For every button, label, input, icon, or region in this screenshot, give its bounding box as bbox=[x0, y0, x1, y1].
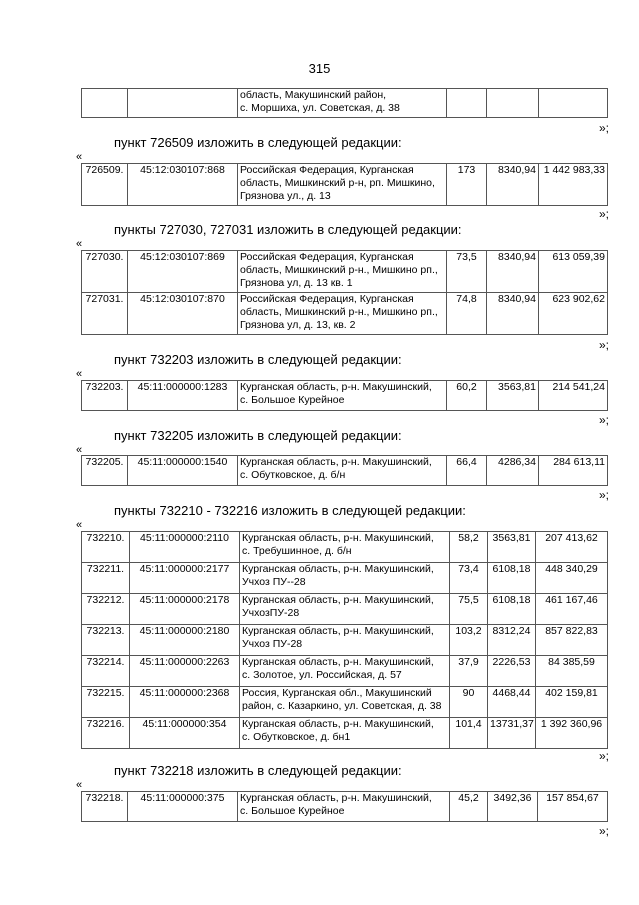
address-line: с. Золотое, ул. Российская, д. 57 bbox=[242, 669, 402, 681]
rate: 8312,24 bbox=[488, 625, 536, 656]
section-table bbox=[81, 791, 608, 822]
cost: 284 613,11 bbox=[539, 456, 608, 486]
row-number: 732214. bbox=[82, 656, 130, 687]
cadastral-number: 45:11:000000:1283 bbox=[128, 381, 238, 411]
cadastral-number: 45:12:030107:870 bbox=[128, 293, 238, 335]
table-row bbox=[82, 625, 608, 656]
rate: 4468,44 bbox=[488, 687, 536, 718]
section-heading: пункты 732210 - 732216 изложить в следующей редакции: bbox=[114, 503, 466, 518]
row-number: 732203. bbox=[82, 381, 128, 411]
cadastral-number bbox=[128, 89, 238, 118]
quote-open: « bbox=[76, 368, 83, 380]
quote-close: »; bbox=[598, 338, 609, 352]
table-row bbox=[82, 563, 608, 594]
row-number: 726509. bbox=[82, 164, 128, 206]
table-row bbox=[82, 251, 608, 293]
address-line: Курганская область, р-н. Макушинский, bbox=[240, 792, 432, 804]
row-number: 732211. bbox=[82, 563, 130, 594]
address-line: Курганская область, р-н. Макушинский, bbox=[242, 532, 434, 544]
address-line: область, Мишкинский р-н., Мишкино рп., bbox=[240, 264, 438, 276]
address-line: Курганская область, р-н. Макушинский, bbox=[242, 594, 434, 606]
rate bbox=[487, 89, 539, 118]
cost: 623 902,62 bbox=[539, 293, 608, 335]
section-table bbox=[81, 250, 608, 335]
address-line: область, Мишкинский р-н, рп. Мишкино, bbox=[240, 177, 435, 189]
address-line: область, Макушинский район, bbox=[240, 89, 387, 101]
address-line: Курганская область, р-н. Макушинский, bbox=[242, 625, 434, 637]
area: 75,5 bbox=[450, 594, 488, 625]
page-number: 315 bbox=[308, 61, 331, 76]
quote-close: »; bbox=[598, 207, 609, 221]
address-line: Россия, Курганская обл., Макушинский bbox=[242, 687, 432, 699]
address-line: Грязнова ул., д. 13 bbox=[240, 190, 331, 202]
cadastral-number: 45:11:000000:2177 bbox=[130, 563, 240, 594]
table-row bbox=[82, 532, 608, 563]
quote-open: « bbox=[76, 151, 83, 163]
rate: 2226,53 bbox=[488, 656, 536, 687]
address-line: Российская Федерация, Курганская bbox=[240, 251, 414, 263]
area: 73,5 bbox=[447, 251, 487, 293]
address-line: с. Обутковское, д. б/н bbox=[240, 469, 346, 481]
cost: 613 059,39 bbox=[539, 251, 608, 293]
row-number: 732210. bbox=[82, 532, 130, 563]
address-line: Курганская область, р-н. Макушинский, bbox=[242, 656, 434, 668]
address bbox=[238, 792, 450, 822]
section-table bbox=[81, 163, 608, 206]
section-table bbox=[81, 531, 608, 749]
address-line: район, с. Казаркино, ул. Советская, д. 38 bbox=[242, 700, 442, 712]
table-row bbox=[82, 456, 608, 486]
row-number: 727031. bbox=[82, 293, 128, 335]
cadastral-number: 45:11:000000:375 bbox=[128, 792, 238, 822]
address-line: Российская Федерация, Курганская bbox=[240, 293, 414, 305]
rate: 3563,81 bbox=[488, 532, 536, 563]
cost: 1 392 360,96 bbox=[536, 718, 608, 749]
address bbox=[240, 656, 450, 687]
section-table bbox=[81, 455, 608, 486]
area: 66,4 bbox=[447, 456, 487, 486]
row-number: 732216. bbox=[82, 718, 130, 749]
rate: 6108,18 bbox=[488, 594, 536, 625]
table-row bbox=[82, 656, 608, 687]
address bbox=[240, 563, 450, 594]
cost: 402 159,81 bbox=[536, 687, 608, 718]
table-row bbox=[82, 293, 608, 335]
area: 90 bbox=[450, 687, 488, 718]
table-row bbox=[82, 718, 608, 749]
area: 37,9 bbox=[450, 656, 488, 687]
quote-close: »; bbox=[598, 121, 609, 135]
row-number: 732205. bbox=[82, 456, 128, 486]
rate: 4286,34 bbox=[487, 456, 539, 486]
table-row bbox=[82, 687, 608, 718]
address bbox=[238, 89, 447, 118]
address-line: Курганская область, р-н. Макушинский, bbox=[242, 563, 434, 575]
row-number bbox=[82, 89, 128, 118]
address-line: Курганская область, р-н. Макушинский, bbox=[240, 456, 432, 468]
address bbox=[240, 718, 450, 749]
area: 103,2 bbox=[450, 625, 488, 656]
table-row bbox=[82, 381, 608, 411]
area bbox=[447, 89, 487, 118]
address bbox=[238, 456, 447, 486]
address-line: область, Мишкинский р-н., Мишкино рп., bbox=[240, 306, 438, 318]
row-number: 727030. bbox=[82, 251, 128, 293]
cost: 448 340,29 bbox=[536, 563, 608, 594]
cost: 207 413,62 bbox=[536, 532, 608, 563]
quote-close: »; bbox=[598, 413, 609, 427]
section-heading: пункт 732203 изложить в следующей редакции: bbox=[114, 352, 402, 367]
address-line: Российская Федерация, Курганская bbox=[240, 164, 414, 176]
address-line: с. Требушинное, д. б/н bbox=[242, 545, 352, 557]
cadastral-number: 45:11:000000:2110 bbox=[130, 532, 240, 563]
address bbox=[240, 687, 450, 718]
area: 45,2 bbox=[450, 792, 488, 822]
quote-open: « bbox=[76, 238, 83, 250]
rate: 13731,37 bbox=[488, 718, 536, 749]
quote-open: « bbox=[76, 444, 83, 456]
area: 60,2 bbox=[447, 381, 487, 411]
cadastral-number: 45:12:030107:869 bbox=[128, 251, 238, 293]
address-line: с. Большое Курейное bbox=[240, 394, 345, 406]
table-row bbox=[82, 164, 608, 206]
rate: 8340,94 bbox=[487, 293, 539, 335]
area: 58,2 bbox=[450, 532, 488, 563]
cadastral-number: 45:11:000000:2178 bbox=[130, 594, 240, 625]
address bbox=[238, 381, 447, 411]
cadastral-number: 45:12:030107:868 bbox=[128, 164, 238, 206]
cost: 214 541,24 bbox=[539, 381, 608, 411]
rate: 3492,36 bbox=[488, 792, 538, 822]
cadastral-number: 45:11:000000:354 bbox=[130, 718, 240, 749]
quote-open: « bbox=[76, 519, 83, 531]
table-row bbox=[82, 792, 608, 822]
address-line: УчхозПУ-28 bbox=[242, 607, 300, 619]
rate: 8340,94 bbox=[487, 164, 539, 206]
cadastral-number: 45:11:000000:2263 bbox=[130, 656, 240, 687]
cost: 157 854,67 bbox=[538, 792, 608, 822]
continuation-table bbox=[81, 88, 608, 118]
cost: 857 822,83 bbox=[536, 625, 608, 656]
address-line: Грязнова ул, д. 13, кв. 2 bbox=[240, 319, 356, 331]
section-heading: пункт 726509 изложить в следующей редакции: bbox=[114, 135, 402, 150]
row-number: 732218. bbox=[82, 792, 128, 822]
address-line: Курганская область, р-н. Макушинский, bbox=[242, 718, 434, 730]
cost: 84 385,59 bbox=[536, 656, 608, 687]
cost bbox=[539, 89, 608, 118]
address bbox=[240, 594, 450, 625]
cadastral-number: 45:11:000000:1540 bbox=[128, 456, 238, 486]
table-row bbox=[82, 594, 608, 625]
area: 101,4 bbox=[450, 718, 488, 749]
cost: 1 442 983,33 bbox=[539, 164, 608, 206]
address-line: с. Моршиха, ул. Советская, д. 38 bbox=[240, 102, 400, 114]
area: 73,4 bbox=[450, 563, 488, 594]
cadastral-number: 45:11:000000:2180 bbox=[130, 625, 240, 656]
address-line: Грязнова ул, д. 13 кв. 1 bbox=[240, 277, 353, 289]
quote-close: »; bbox=[598, 749, 609, 763]
quote-close: »; bbox=[598, 488, 609, 502]
address bbox=[238, 293, 447, 335]
area: 173 bbox=[447, 164, 487, 206]
cost: 461 167,46 bbox=[536, 594, 608, 625]
address bbox=[240, 625, 450, 656]
rate: 6108,18 bbox=[488, 563, 536, 594]
section-table bbox=[81, 380, 608, 411]
row-number: 732215. bbox=[82, 687, 130, 718]
address bbox=[240, 532, 450, 563]
area: 74,8 bbox=[447, 293, 487, 335]
address-line: Курганская область, р-н. Макушинский, bbox=[240, 381, 432, 393]
cadastral-number: 45:11:000000:2368 bbox=[130, 687, 240, 718]
row-number: 732213. bbox=[82, 625, 130, 656]
address-line: с. Обутковское, д. бн1 bbox=[242, 731, 351, 743]
row-number: 732212. bbox=[82, 594, 130, 625]
address bbox=[238, 251, 447, 293]
rate: 8340,94 bbox=[487, 251, 539, 293]
quote-close: »; bbox=[598, 824, 609, 838]
address-line: Учхоз ПУ--28 bbox=[242, 576, 306, 588]
table-row bbox=[82, 89, 608, 118]
address-line: Учхоз ПУ-28 bbox=[242, 638, 303, 650]
address-line: с. Большое Курейное bbox=[240, 805, 345, 817]
section-heading: пункт 732205 изложить в следующей редакции: bbox=[114, 428, 402, 443]
address bbox=[238, 164, 447, 206]
section-heading: пункт 732218 изложить в следующей редакции: bbox=[114, 763, 402, 778]
quote-open: « bbox=[76, 779, 83, 791]
section-heading: пункты 727030, 727031 изложить в следующей редакции: bbox=[114, 222, 462, 237]
rate: 3563,81 bbox=[487, 381, 539, 411]
